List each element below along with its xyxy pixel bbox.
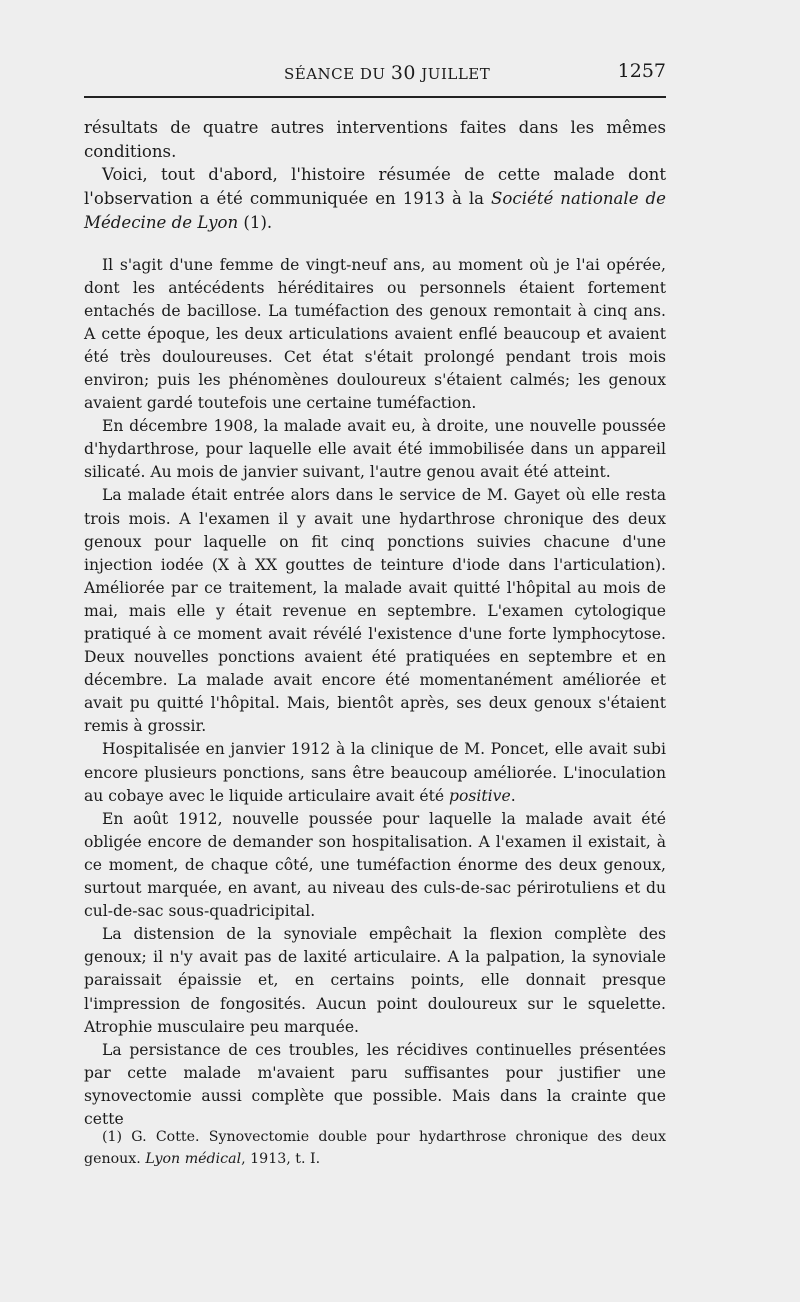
footnote-journal: Lyon médical <box>145 1151 242 1167</box>
running-title <box>284 62 490 84</box>
case-p4-end: . <box>510 786 516 805</box>
page-number: 1257 <box>617 60 666 82</box>
running-title-number: 30 <box>390 62 417 84</box>
case-p4-italic: positive <box>449 786 511 805</box>
footnote <box>84 1126 666 1170</box>
intro-paragraph-1: résultats de quatre autres interventions faites dans les mêmes conditions. <box>84 118 666 161</box>
main-text <box>84 116 666 1131</box>
footnote-start: (1) G. Cotte. Synovectomie double pour hydarthrose chronique des deux genoux. <box>84 1129 666 1167</box>
intro-p2-end: (1). <box>238 212 273 232</box>
case-paragraph-3: La malade était entrée alors dans le service de M. Gayet où elle resta trois mois. A l'examen il y avait une hydarthrose chronique des deux genoux pour laquelle on fit cinq ponctions suivies chacune d'une injection iodée (X à XX gouttes de teinture d'iode dans l'articulation). Améliorée par ce traitement, la malade avait quitté l'hôpital au mois de mai, mais elle y était revenue en septembre. L'examen cytologique pratiqué à ce moment avait révélé l'existence d'une forte lymphocytose. Deux nouvelles ponctions avaient été pratiquées en septembre et en décembre. La malade avait encore été momentanément améliorée et avait pu quitté l'hôpital. Mais, bientôt après, ses deux genoux s'étaient remis à grossir. <box>84 486 666 736</box>
header-rule <box>84 96 666 98</box>
case-paragraph-6: La distension de la synoviale empêchait la flexion complète des genoux; il n'y avait pas de laxité articulaire. A la palpation, la synoviale paraissait épaissie et, en certains points, elle donnait presque l'impression de fongosités. Aucun point douloureux sur le squelette. Atrophie musculaire peu marquée. <box>84 925 666 1036</box>
footnote-end: , 1913, t. I. <box>241 1151 321 1167</box>
intro-p2-start: Voici, tout d'abord, l'histoire résumée de cette malade dont l'observation a été communiquée en 1913 à la <box>84 165 666 209</box>
intro-paragraph-2 <box>84 163 666 234</box>
case-history <box>84 254 666 1132</box>
case-paragraph-7: La persistance de ces troubles, les récidives continuelles présentées par cette malade m'avaient paru suffisantes pour justifier une synovectomie aussi complète que possible. Mais dans la crainte que cette <box>84 1040 666 1128</box>
case-paragraph-5: En août 1912, nouvelle poussée pour laquelle la malade avait été obligée encore de demander son hospitalisation. A l'examen il existait, à ce moment, de chaque côté, une tuméfaction énorme des deux genoux, surtout marquée, en avant, au niveau des culs-de-sac périrotuliens et du cul-de-sac sous-quadricipital. <box>84 809 666 921</box>
running-header <box>84 60 666 86</box>
case-paragraph-1: Il s'agit d'une femme de vingt-neuf ans, au moment où je l'ai opérée, dont les antécédents héréditaires ou personnels étaient fortement entachés de bacillose. La tuméfaction des genoux remontait à cinq ans. A cette époque, les deux articulations avaient enflé beaucoup et avaient été très douloureuses. Cet état s'était prolongé pendant trois mois environ; puis les phénomènes douloureux s'étaient calmés; les genoux avaient gardé toutefois une certaine tuméfaction. <box>84 255 666 413</box>
running-title-prefix: SÉANCE DU <box>284 65 386 83</box>
society-name: Société nationale de Médecine de Lyon <box>84 189 666 232</box>
case-p4-start: Hospitalisée en janvier 1912 à la clinique de M. Poncet, elle avait subi encore plusieurs ponctions, sans être beaucoup améliorée. L'inoculation au cobaye avec le liquide articulaire avait été <box>84 740 666 805</box>
case-paragraph-2: En décembre 1908, la malade avait eu, à droite, une nouvelle poussée d'hydarthrose, pour laquelle elle avait été immobilisée dans un appareil silicaté. Au mois de janvier suivant, l'autre genou avait été atteint. <box>84 417 666 482</box>
footnote-text <box>84 1126 666 1170</box>
case-paragraph-4 <box>84 738 666 807</box>
running-title-suffix: JUILLET <box>421 65 491 83</box>
